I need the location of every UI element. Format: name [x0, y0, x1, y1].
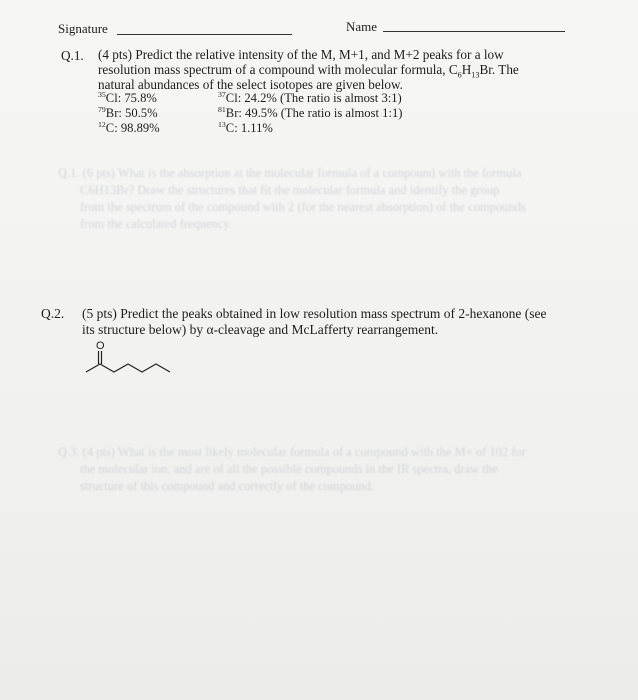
isotope-symbol: C	[105, 121, 115, 135]
name-label: Name	[346, 19, 378, 34]
q1-line-3: natural abundances of the select isotopes are given below.	[98, 77, 403, 92]
isotope-br79	[98, 106, 158, 121]
q1-line-1: (4 pts) Predict the relative intensity of the M, M+1, and M+2 peaks for a low	[98, 47, 504, 62]
carbon-chain	[86, 364, 170, 372]
show-through-line: from the calculated frequency.	[80, 217, 232, 231]
isotope-value: : 49.5% (The ratio is almost 1:1)	[238, 106, 403, 120]
isotope-c12	[98, 121, 160, 136]
show-through-line: C6H13Br? Draw the structures that fit the molecular formula and identify the group	[80, 183, 500, 197]
signature-line	[117, 34, 292, 35]
isotope-symbol: Br	[225, 106, 239, 120]
oxygen-atom-label: O	[96, 340, 105, 352]
isotope-c13	[218, 121, 273, 136]
isotope-symbol: Cl	[105, 91, 118, 105]
q2-line-1: (5 pts) Predict the peaks obtained in low resolution mass spectrum of 2-hexanone (see	[82, 306, 547, 321]
isotope-mass: 12	[98, 119, 106, 129]
signature-label: Signature	[58, 21, 108, 36]
q1-line-2	[98, 62, 519, 80]
show-through-line: Q.3. (4 pts) What is the most likely molecular formula of a compound with the M+ of 102 for	[58, 445, 526, 459]
q2-number: Q.2.	[41, 306, 65, 321]
isotope-value: : 24.2% (The ratio is almost 3:1)	[237, 91, 402, 105]
isotope-symbol: Br	[105, 106, 119, 120]
q2-line-2: its structure below) by α-cleavage and McLafferty rearrangement.	[82, 322, 439, 337]
isotope-value: : 75.8%	[117, 91, 157, 105]
formula-c-count: 6	[457, 70, 462, 80]
show-through-line: Q.1. (6 pts) What is the absorption at the molecular formula of a compound with the formula	[58, 166, 522, 180]
isotope-cl35	[98, 91, 157, 106]
2-hexanone-structure	[78, 334, 188, 384]
show-through-line: the molecular ion, and are of all the possible compounds in the IR spectra, draw the	[80, 462, 498, 476]
formula-h: H	[461, 62, 472, 77]
show-through-line: structure of this compound and correctly of the compound.	[80, 479, 375, 493]
isotope-mass: 35	[98, 89, 106, 99]
formula-br-suffix: Br. The	[479, 62, 519, 77]
isotope-value: : 1.11%	[234, 121, 273, 135]
isotope-mass: 81	[218, 104, 226, 114]
show-through-line: from the spectrum of the compound with 2 (for the nearest absorption) of the compounds	[80, 200, 526, 214]
q1-line-2-text: resolution mass spectrum of a compound with molecular formula, C	[98, 62, 458, 77]
name-line	[383, 31, 565, 32]
isotope-cl37	[218, 91, 402, 106]
isotope-symbol: C	[225, 121, 235, 135]
isotope-mass: 13	[218, 119, 226, 129]
isotope-mass: 37	[218, 89, 226, 99]
q1-number: Q.1.	[61, 48, 84, 63]
isotope-br81	[218, 106, 402, 121]
isotope-mass: 79	[98, 104, 106, 114]
isotope-value: : 50.5%	[118, 106, 158, 120]
isotope-value: : 98.89%	[114, 121, 160, 135]
isotope-symbol: Cl	[225, 91, 238, 105]
formula-h-count: 13	[471, 70, 480, 80]
